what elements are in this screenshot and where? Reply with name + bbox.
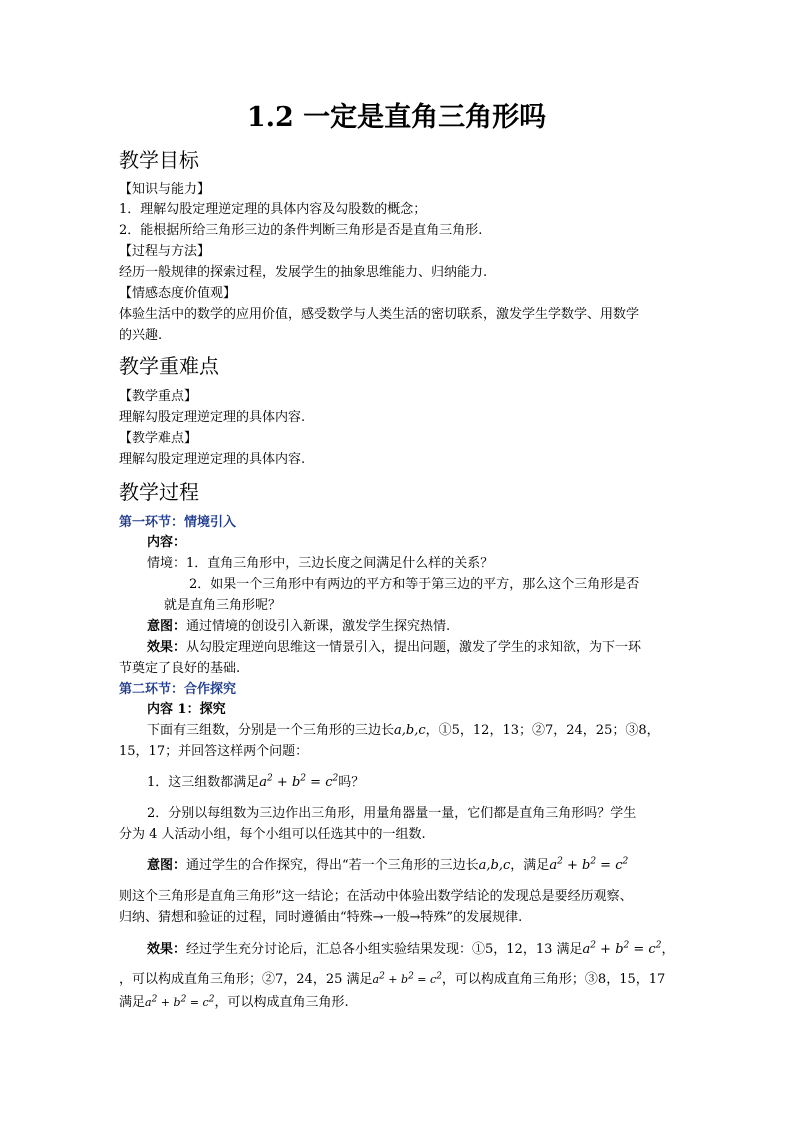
- scene-label: 情境：: [147, 556, 187, 571]
- difficulty-tag: 【教学难点】: [119, 431, 198, 446]
- difficulty-text: 理解勾股定理逆定理的具体内容.: [119, 452, 306, 467]
- step2-question-2-line-1: 2．分别以每组数为三边作出三角形，用量角器量一量，它们都是直角三角形吗？学生: [147, 806, 637, 821]
- effect-label: 效果：: [147, 640, 187, 655]
- effect-text-e: ，可以构成直角三角形.: [214, 995, 349, 1010]
- step2-intent-line-2: 则这个三角形是直角三角形”这一结论；在活动中体验出数学结论的发现总是要经历观察、: [119, 889, 633, 904]
- effect-text-c: ，可以构成直角三角形；③8，15，17: [441, 972, 666, 987]
- intro-text-a: 下面有三组数，分别是一个三角形的三边长: [147, 723, 395, 738]
- process-tag: 【过程与方法】: [119, 244, 211, 259]
- step2-intent-line-1: [147, 856, 628, 876]
- emotion-line-1: 体验生活中的数学的应用价值，感受数学与人类生活的密切联系，激发学生学数学、用数学: [119, 307, 640, 322]
- formula: $a^2 + b^2 = c^2$: [549, 856, 629, 873]
- intro-text-b: ，①5，12，13；②7，24，25；③8，: [425, 723, 660, 738]
- step1-content-label: 内容：: [147, 535, 187, 550]
- intro-vars: a,b,c: [394, 723, 426, 738]
- step2-question-2-line-2: 分为 4 人活动小组，每个小组可以任选其中的一组数.: [119, 827, 426, 842]
- formula: $a^2 + b^2 = c^2$: [582, 940, 662, 957]
- effect-text-d: 满足: [119, 995, 146, 1010]
- step1-effect-line-2: 节奠定了良好的基础.: [119, 661, 241, 676]
- step2-question-1: [147, 773, 364, 793]
- step2-effect-line-3: [119, 993, 349, 1013]
- step1-effect: [147, 638, 641, 658]
- intent-text-b: ，满足: [510, 858, 550, 873]
- section-heading-goals: 教学目标: [119, 148, 199, 172]
- step2-effect-line-1: 效果：经过学生充分讨论后，汇总各小组实验结果发现：①5，12，13 满足$a^2 + b^2 = c^2$，: [147, 940, 675, 957]
- effect-text-1: 从勾股定理逆向思维这一情景引入，提出问题，激发了学生的求知欲，为下一环: [186, 640, 642, 655]
- formula: $a^2 + b^2 = c^2$: [145, 994, 215, 1009]
- step2-intent-line-3: 归纳、猜想和验证的过程，同时遵循由“特殊→一般→特殊”的发展规律.: [119, 910, 523, 925]
- focus-text: 理解勾股定理逆定理的具体内容.: [119, 410, 306, 425]
- effect-text-a: 经过学生充分讨论后，汇总各小组实验结果发现：①5，12，13 满足: [186, 942, 583, 957]
- q1-text: 1．这三组数都满足: [147, 775, 260, 790]
- scene-question-1: 1．直角三角形中，三边长度之间满足什么样的关系？: [186, 556, 494, 571]
- formula: $a^2 + b^2 = c^2$: [259, 773, 339, 790]
- step2-content-label: 内容 1：探究: [147, 702, 226, 717]
- page-title: 1.2 一定是直角三角形吗: [246, 102, 547, 133]
- intent-label: 意图：: [147, 858, 187, 873]
- emotion-line-2: 的兴趣.: [119, 328, 163, 343]
- effect-label: 效果：: [147, 942, 187, 957]
- step1-title: 第一环节：情境引入: [119, 515, 237, 530]
- knowledge-item-1: 1．理解勾股定理逆定理的具体内容及勾股数的概念；: [119, 202, 427, 217]
- step1-scene-line-1: [147, 554, 493, 574]
- formula: $a^2 + b^2 = c^2$: [372, 971, 442, 986]
- step2-effect-line-2: [119, 970, 665, 990]
- effect-text-b: ，可以构成直角三角形；②7，24，25 满足: [119, 972, 373, 987]
- step2-intro-line-2: 15，17；并回答这样两个问题：: [119, 744, 309, 759]
- intent-vars: a,b,c: [478, 858, 511, 873]
- section-heading-key-points: 教学重难点: [119, 354, 219, 378]
- knowledge-item-2: 2．能根据所给三角形三边的条件判断三角形是否是直角三角形.: [119, 223, 483, 238]
- intent-label: 意图：: [147, 619, 187, 634]
- q1-suffix: 吗？: [338, 775, 365, 790]
- intent-text-a: 通过学生的合作探究，得出“若一个三角形的三边长: [186, 858, 479, 873]
- step2-title: 第二环节：合作探究: [119, 682, 237, 697]
- section-heading-process: 教学过程: [119, 480, 199, 504]
- focus-tag: 【教学重点】: [119, 389, 198, 404]
- intent-text: 通过情境的创设引入新课，激发学生探究热情.: [186, 619, 451, 634]
- step1-intent: [147, 617, 450, 637]
- knowledge-tag: 【知识与能力】: [119, 182, 211, 197]
- step1-scene-question-2: 2．如果一个三角形中有两边的平方和等于第三边的平方，那么这个三角形是否: [189, 577, 640, 592]
- step2-intro-line-1: [147, 721, 660, 741]
- process-item-1: 经历一般规律的探索过程，发展学生的抽象思维能力、归纳能力.: [119, 265, 488, 280]
- emotion-tag: 【情感态度价值观】: [119, 286, 237, 301]
- step1-scene-question-2-cont: 就是直角三角形呢？: [164, 598, 282, 613]
